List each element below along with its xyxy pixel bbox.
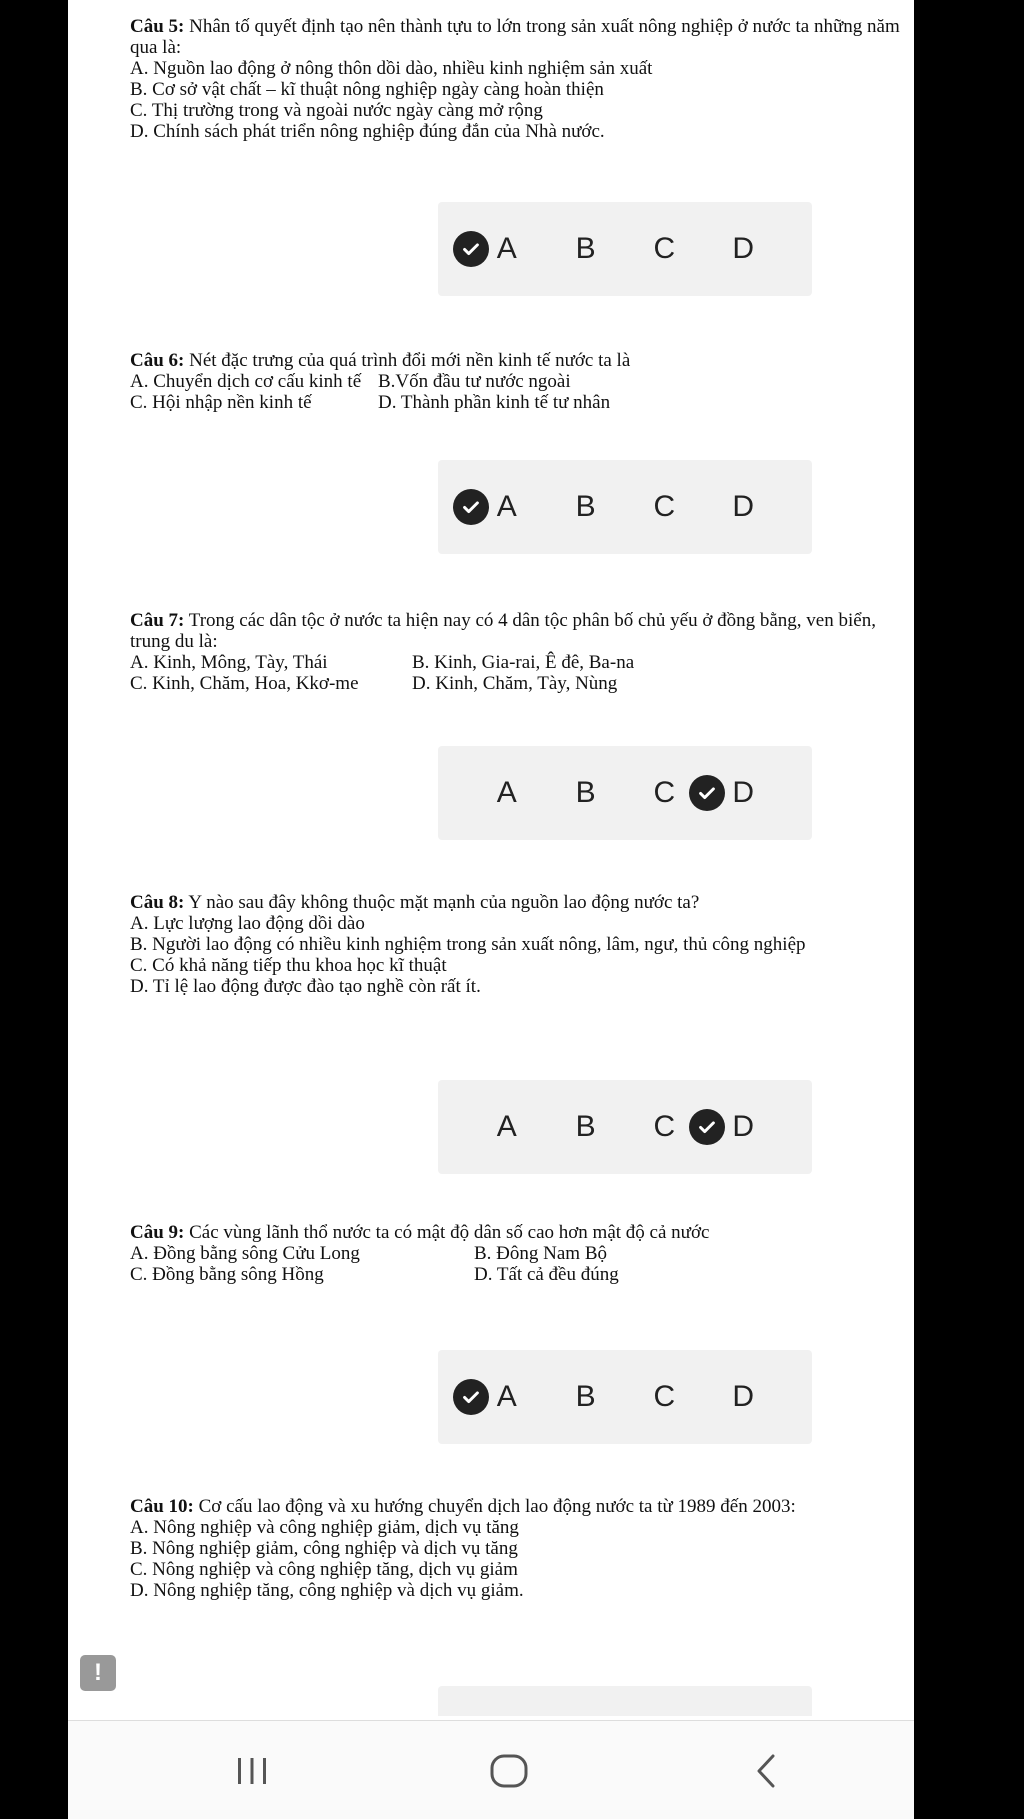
answer-option-c[interactable]: C	[653, 1110, 676, 1143]
question-text: Nhân tố quyết định tạo nên thành tựu to lớn trong sản xuất nông nghiệp ở nước ta những năm qua là:	[130, 16, 900, 58]
option-text-b: B. Người lao động có nhiều kinh nghiệm trong sản xuất nông, lâm, ngư, thủ công nghiệp	[130, 934, 806, 955]
quiz-page	[68, 0, 914, 1818]
question-text: Y nào sau đây không thuộc mặt mạnh của nguồn lao động nước ta?	[188, 892, 700, 913]
home-icon	[489, 1753, 529, 1789]
navigation-bar	[68, 1720, 914, 1819]
answer-card-9	[438, 1350, 812, 1444]
check-circle-icon	[453, 1379, 489, 1415]
option-text-a: A. Lực lượng lao động dồi dào	[130, 913, 365, 934]
question-8	[130, 892, 920, 997]
option-text-a: A. Nông nghiệp và công nghiệp giảm, dịch vụ tăng	[130, 1517, 519, 1538]
answer-option-d[interactable]: D	[713, 763, 773, 823]
answer-option-c[interactable]: C	[653, 776, 676, 809]
option-text-b: B.Vốn đầu tư nước ngoài	[378, 371, 571, 392]
option-text-d: D. Nông nghiệp tăng, công nghiệp và dịch vụ giảm.	[130, 1580, 524, 1601]
option-text-a: A. Nguồn lao động ở nông thôn dồi dào, nhiều kinh nghiệm sản xuất	[130, 58, 653, 79]
question-7	[130, 610, 920, 694]
answer-option-d[interactable]: D	[732, 232, 755, 265]
option-text-d: D. Chính sách phát triển nông nghiệp đúng đắn của Nhà nước.	[130, 121, 605, 142]
option-text-a: A. Chuyển dịch cơ cấu kinh tế	[130, 371, 362, 392]
question-text: Các vùng lãnh thổ nước ta có mật độ dân số cao hơn mật độ cả nước	[189, 1222, 710, 1243]
answer-option-c[interactable]: C	[653, 1380, 676, 1413]
question-10	[130, 1496, 920, 1601]
question-text: Nét đặc trưng của quá trình đổi mới nền kinh tế nước ta là	[189, 350, 631, 371]
answer-option-d[interactable]: D	[713, 1097, 773, 1157]
option-text-c: C. Kinh, Chăm, Hoa, Kkơ-me	[130, 673, 359, 694]
answer-option-a[interactable]: A	[477, 219, 537, 279]
recents-button[interactable]	[222, 1749, 282, 1793]
option-text-d: D. Tỉ lệ lao động được đào tạo nghề còn rất ít.	[130, 976, 481, 997]
check-circle-icon	[689, 1109, 725, 1145]
answer-option-b[interactable]: B	[575, 776, 596, 809]
option-text-d: D. Kinh, Chăm, Tày, Nùng	[412, 673, 618, 694]
answer-option-c[interactable]: C	[653, 232, 676, 265]
check-circle-icon	[453, 231, 489, 267]
answer-card-8	[438, 1080, 812, 1174]
answer-card-7	[438, 746, 812, 840]
question-title: Câu 10:	[130, 1496, 194, 1517]
check-circle-icon	[453, 489, 489, 525]
option-text-c: C. Đồng bằng sông Hồng	[130, 1264, 324, 1285]
answer-option-b[interactable]: B	[575, 1380, 596, 1413]
option-text-c: C. Hội nhập nền kinh tế	[130, 392, 312, 413]
question-title: Câu 8:	[130, 892, 185, 913]
question-9	[130, 1222, 920, 1285]
answer-option-c[interactable]: C	[653, 490, 676, 523]
question-text: Trong các dân tộc ở nước ta hiện nay có 4 dân tộc phân bố chủ yếu ở đồng bằng, ven biển, trung du là:	[130, 610, 876, 652]
recents-icon	[235, 1756, 269, 1786]
answer-option-a[interactable]: A	[477, 477, 537, 537]
answer-card-10	[438, 1686, 812, 1716]
question-text: Cơ cấu lao động và xu hướng chuyển dịch lao động nước ta từ 1989 đến 2003:	[198, 1496, 796, 1517]
answer-card-6	[438, 460, 812, 554]
option-text-c: C. Có khả năng tiếp thu khoa học kĩ thuật	[130, 955, 447, 976]
option-text-c: C. Thị trường trong và ngoài nước ngày càng mở rộng	[130, 100, 543, 121]
question-title: Câu 7:	[130, 610, 185, 631]
back-icon	[754, 1753, 778, 1789]
answer-option-d[interactable]: D	[732, 1380, 755, 1413]
option-text-b: B. Đông Nam Bộ	[474, 1243, 607, 1264]
answer-card-5	[438, 202, 812, 296]
answer-option-a[interactable]: A	[477, 1367, 537, 1427]
question-title: Câu 6:	[130, 350, 185, 371]
home-button[interactable]	[479, 1749, 539, 1793]
answer-option-d[interactable]: D	[732, 490, 755, 523]
option-text-d: D. Thành phần kinh tế tư nhân	[378, 392, 611, 413]
answer-option-b[interactable]: B	[575, 232, 596, 265]
answer-option-b[interactable]: B	[575, 1110, 596, 1143]
back-button[interactable]	[736, 1749, 796, 1793]
option-text-a: A. Kinh, Mông, Tày, Thái	[130, 652, 328, 673]
answer-option-b[interactable]: B	[575, 490, 596, 523]
option-text-b: B. Nông nghiệp giảm, công nghiệp và dịch vụ tăng	[130, 1538, 518, 1559]
option-text-b: B. Cơ sở vật chất – kĩ thuật nông nghiệp ngày càng hoàn thiện	[130, 79, 604, 100]
answer-option-a[interactable]: A	[496, 1110, 517, 1143]
question-5	[130, 16, 920, 142]
option-text-a: A. Đồng bằng sông Cửu Long	[130, 1243, 360, 1264]
option-text-c: C. Nông nghiệp và công nghiệp tăng, dịch vụ giảm	[130, 1559, 518, 1580]
question-title: Câu 5:	[130, 16, 185, 37]
check-circle-icon	[689, 775, 725, 811]
option-text-b: B. Kinh, Gia-rai, Ê đê, Ba-na	[412, 652, 635, 673]
alert-badge[interactable]: !	[80, 1655, 116, 1691]
answer-option-a[interactable]: A	[496, 776, 517, 809]
option-text-d: D. Tất cả đều đúng	[474, 1264, 619, 1285]
question-6	[130, 350, 920, 413]
question-title: Câu 9:	[130, 1222, 185, 1243]
